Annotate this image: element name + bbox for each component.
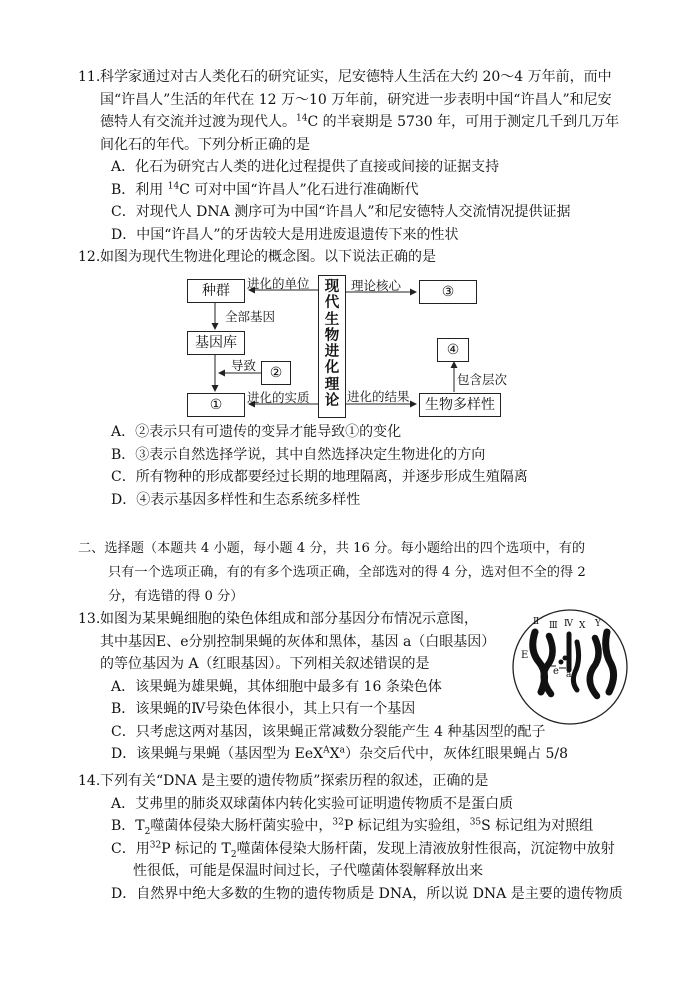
question-14-stem bbox=[78, 770, 668, 793]
question-number: 14. bbox=[78, 773, 101, 789]
option-d: D．自然界中绝大多数的生物的遗传物质是 DNA，所以说 DNA 是主要的遗传物质 bbox=[111, 885, 623, 902]
box-population: 种群 bbox=[187, 279, 245, 303]
stem-line: 的等位基因为 A（红眼基因）。下列相关叙述错误的是 bbox=[100, 656, 430, 672]
option-b: B．$T_2$噬菌体侵染大肠杆菌实验中，$^{32}$P 标记组为实验组，$^{35}$S 标记组为对照组 bbox=[111, 817, 594, 837]
roman-ii: Ⅱ bbox=[533, 617, 540, 627]
stem-line: 如图为某果蝇细胞的染色体组成和部分基因分布情况示意图， bbox=[100, 611, 478, 627]
question-14 bbox=[78, 770, 668, 905]
option-d: D．中国“许昌人”的牙齿较大是用进废退遗传下来的性状 bbox=[111, 226, 459, 243]
box-gene-pool: 基因库 bbox=[187, 331, 245, 355]
section-2-instructions bbox=[78, 537, 668, 609]
box-2: ② bbox=[261, 361, 291, 385]
option-d: D．该果蝇与果蝇（基因型为 $EeX^AX^a$）杂交后代中，灰体红眼果蝇占 5/8 bbox=[111, 745, 568, 762]
option-a: A．艾弗里的肺炎双球菌体内转化实验可证明遗传物质不是蛋白质 bbox=[111, 795, 514, 812]
roman-iv: Ⅳ bbox=[564, 619, 573, 629]
option-a: A．②表示只有可遗传的变异才能导致①的变化 bbox=[111, 424, 402, 440]
question-number: 12. bbox=[78, 249, 101, 265]
option-b: B．利用 $^{14}$C 可对中国“许昌人”化石进行准确断代 bbox=[111, 180, 419, 198]
fruit-fly-chromosome-figure bbox=[511, 608, 629, 726]
section-line: 只有一个选项正确，有的有多个选项正确，全部选对的得 4 分，选对但不全的得 2 bbox=[108, 565, 586, 580]
option-c: C．对现代人 DNA 测序可为中国“许昌人”和尼安德特人交流情况提供证据 bbox=[111, 204, 571, 220]
section-line: 二、选择题（本题共 4 小题，每小题 4 分，共 16 分。每小题给出的四个选项中，有的 bbox=[78, 541, 586, 556]
question-11 bbox=[78, 66, 668, 246]
stem-line: 其中基因E、e分别控制果蝇的灰体和黑体，基因 a（白眼基因） bbox=[100, 633, 496, 650]
option-b: B．③表示自然选择学说，其中自然选择决定生物进化的方向 bbox=[111, 446, 486, 463]
question-12-stem bbox=[78, 246, 668, 269]
stem-line: 如图为现代生物进化理论的概念图。以下说法正确的是 bbox=[100, 249, 436, 265]
section-line: 分，有选错的得 0 分） bbox=[108, 589, 244, 604]
option-b: B．该果蝇的Ⅳ号染色体很小，其上只有一个基因 bbox=[111, 701, 416, 717]
question-12-options bbox=[78, 421, 668, 511]
box-1: ① bbox=[187, 393, 245, 417]
stem-line: 间化石的年代。下列分析正确的是 bbox=[100, 136, 310, 153]
label-essence-of-evolution: 进化的实质 bbox=[247, 390, 310, 405]
option-c: C．所有物种的形成都要经过长期的地理隔离，并逐步形成生殖隔离 bbox=[111, 469, 528, 485]
label-contains-levels: 包含层次 bbox=[457, 372, 508, 387]
chromosome-iv-left bbox=[559, 660, 564, 665]
stem-line: 下列有关“DNA 是主要的遗传物质”探索历程的叙述，正确的是 bbox=[100, 773, 489, 789]
label-theory-core: 理论核心 bbox=[351, 278, 402, 293]
stem-line: 德特人有交流并过渡为现代人。$^{14}$C 的半衰期是 5730 年，可用于测定几千到几万年 bbox=[100, 113, 620, 130]
question-11-stem bbox=[78, 66, 668, 89]
stem-line: 科学家通过对古人类化石的研究证实，尼安德特人生活在大约 20～4 万年前，而中 bbox=[100, 69, 612, 85]
gene-label-e-upper: E bbox=[521, 650, 529, 661]
option-a: A．化石为研究古人类的进化过程提供了直接或间接的证据支持 bbox=[111, 159, 500, 175]
label-all-genes: 全部基因 bbox=[225, 309, 276, 324]
option-c: C．只考虑这两对基因，该果蝇正常减数分裂能产生 4 种基因型的配子 bbox=[111, 723, 546, 740]
question-12 bbox=[78, 246, 668, 269]
question-number: 11. bbox=[78, 69, 101, 85]
box-biodiversity: 生物多样性 bbox=[419, 393, 501, 417]
option-c: C．用$^{32}$P 标记的 $T_2$噬菌体侵染大肠杆菌，发现上清液放射性很高，沉淀物中放射 bbox=[111, 839, 615, 860]
label-result-of-evolution: 进化的结果 bbox=[347, 389, 410, 404]
gene-label-e-lower: e bbox=[553, 666, 559, 677]
question-number: 13. bbox=[78, 611, 101, 627]
gene-label-a: a bbox=[566, 670, 572, 680]
option-a: A．该果蝇为雄果蝇，其体细胞中最多有 16 条染色体 bbox=[111, 678, 442, 695]
stem-line: 国“许昌人”生活的年代在 12 万～10 万年前，研究进一步表明中国“许昌人”和尼安 bbox=[100, 91, 612, 108]
label-unit-of-evolution: 进化的单位 bbox=[247, 276, 310, 291]
label-lead-to: 导致 bbox=[231, 358, 257, 373]
box-3: ③ bbox=[419, 280, 477, 304]
evolution-concept-map bbox=[185, 273, 508, 421]
box-modern-evolution-theory: 现 代 生 物 进 化 理 论 bbox=[318, 275, 346, 418]
option-d: D．④表示基因多样性和生态系统多样性 bbox=[111, 491, 361, 508]
option-c-continued: 性很低，可能是保温时间过长，子代噬菌体裂解释放出来 bbox=[133, 863, 483, 879]
roman-y: Y bbox=[595, 619, 601, 629]
roman-iii: Ⅲ bbox=[549, 621, 558, 631]
box-4: ④ bbox=[437, 338, 469, 362]
roman-x: X bbox=[579, 621, 586, 631]
chromosome-iv-right bbox=[563, 656, 568, 661]
